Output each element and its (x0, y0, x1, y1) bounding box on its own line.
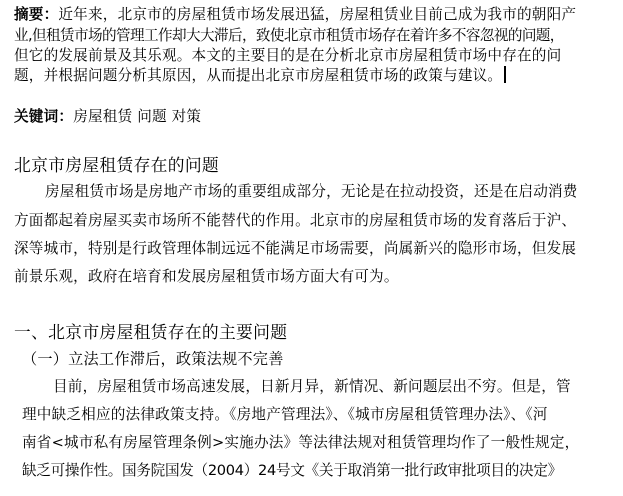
intro-line-2: 方面都起着房屋买卖市场所不能替代的作用。北京市的房屋租赁市场的发育落后于沪、 (14, 212, 577, 229)
body-line-3: 南省<城市私有房屋管理条例>实施办法》等法律法规对租赁管理均作了一般性规定， (22, 434, 580, 451)
abstract-line-2: 业,但租赁市场的管理工作却大大滞后，致使北京市租赁市场存在着许多不容忽视的问题， (14, 27, 564, 44)
abstract-line-3: 但它的发展前景及其乐观。本文的主要目的是在分析北京市房屋租赁市场中存在的问 (14, 47, 562, 64)
keywords-label: 关键词： (14, 108, 74, 125)
intro-line-4: 前景乐观，政府在培育和发展房屋租赁市场方面大有可为。 (14, 268, 399, 285)
text-cursor[interactable] (504, 66, 506, 83)
keywords-value: 房屋租赁 问题 对策 (73, 108, 202, 125)
heading-1: 一、北京市房屋租赁存在的主要问题 (14, 322, 288, 342)
abstract-text-1: 近年来，北京市的房屋租赁市场发展迅猛，房屋租赁业目前己成为我市的朝阳产 (58, 6, 577, 23)
heading-1-1: （一）立法工作滞后，政策法规不完善 (22, 350, 284, 368)
abstract-label: 摘要： (14, 6, 59, 23)
intro-line-3: 深等城市，特别是行政管理体制远远不能满足市场需要，尚属新兴的隐形市场，但发展 (14, 240, 577, 257)
intro-line-1: 房屋租赁市场是房地产市场的重要组成部分，无论是在拉动投资，还是在启动消费 (45, 183, 578, 200)
body-line-4: 缺乏可操作性。国务院国发（2004）24号文《关于取消第一批行政审批项目的决定》 (22, 462, 562, 479)
abstract-line-4 (14, 66, 506, 86)
body-line-1: 目前，房屋租赁市场高速发展，日新月异，新情况、新问题层出不穷。但是，管 (53, 378, 571, 395)
abstract-line-1 (14, 5, 576, 25)
keywords-line (14, 107, 201, 127)
abstract-text-4: 题，并根据问题分析其原因，从而提出北京市房屋租赁市场的政策与建议。 (14, 67, 503, 84)
body-line-2: 理中缺乏相应的法律政策支持。《房地产管理法》、《城市房屋租赁管理办法》、《河 (22, 406, 548, 423)
section-title: 北京市房屋租赁存在的问题 (14, 155, 219, 175)
